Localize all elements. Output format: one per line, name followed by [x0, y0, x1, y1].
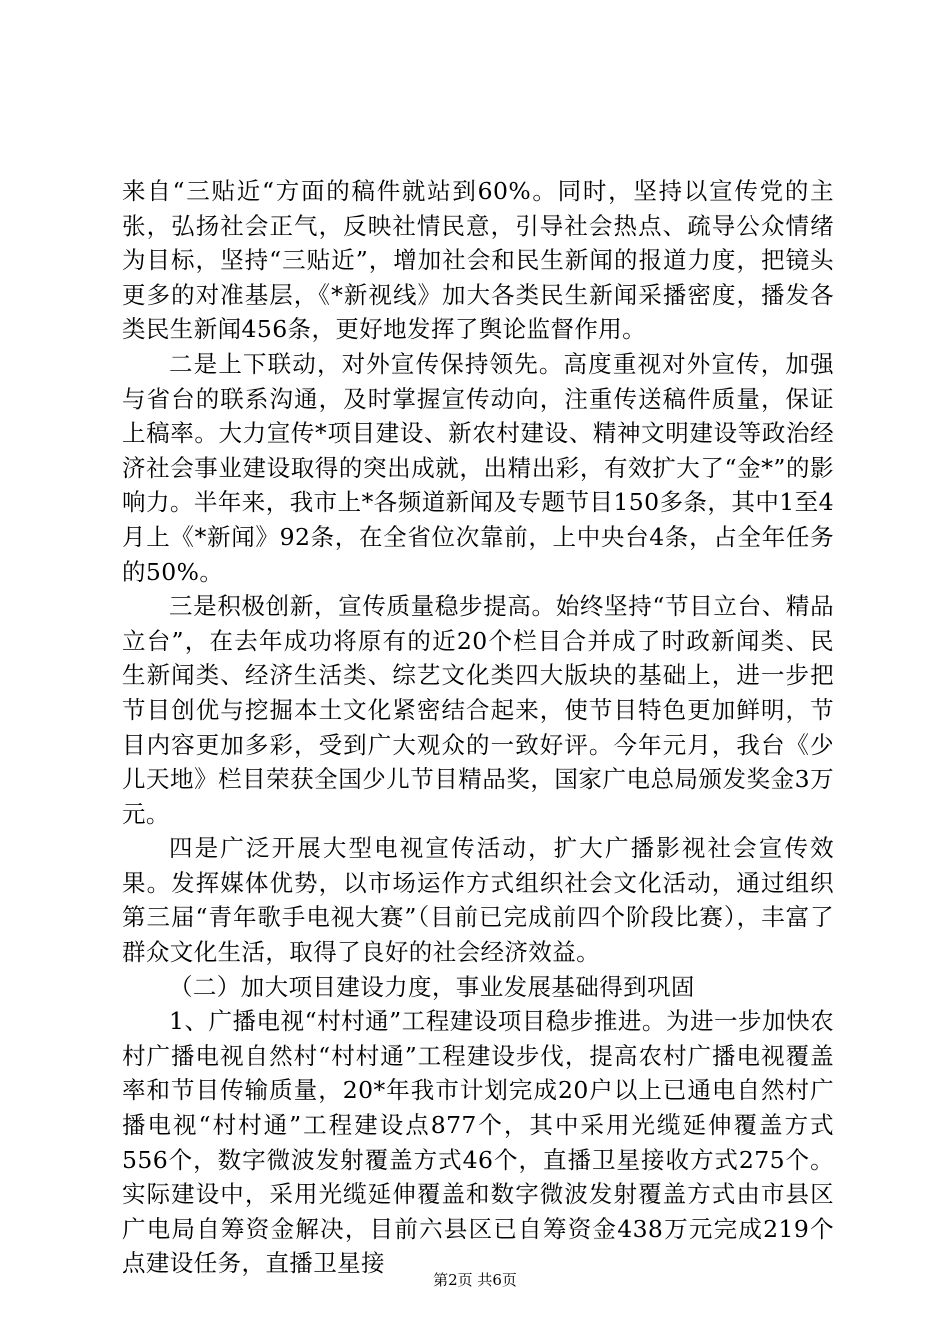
- paragraph-continuation: 来自“三贴近“方面的稿件就站到60%。同时，坚持以宣传党的主张，弘扬社会正气，反映社情民意，引导社会热点、疏导公众情绪为目标，坚持“三贴近”，增加社会和民生新闻的报道力度，把镜头更多的对准基层，《*新视线》加大各类民生新闻采播密度，播发各类民生新闻456条，更好地发挥了舆论监督作用。: [122, 177, 834, 344]
- document-body: [122, 174, 834, 1281]
- paragraph-external-publicity: 二是上下联动，对外宣传保持领先。高度重视对外宣传，加强与省台的联系沟通，及时掌握宣传动向，注重传送稿件质量，保证上稿率。大力宣传*项目建设、新农村建设、精神文明建设等政治经济社会事业建设取得的突出成就，出精出彩，有效扩大了“金*”的影响力。半年来，我市上*各频道新闻及专题节目150多条，其中1至4月上《*新闻》92条，在全省位次靠前，上中央台4条，占全年任务的50%。: [122, 349, 834, 586]
- page-footer: 第2页 共6页: [433, 1271, 517, 1289]
- paragraph-village-project: 1、广播电视“村村通”工程建设项目稳步推进。为进一步加快农村广播电视自然村“村村通”工程建设步伐，提高农村广播电视覆盖率和节目传输质量，20*年我市计划完成20户以上已通电自然村广播电视“村村通”工程建设点877个，其中采用光缆延伸覆盖方式556个，数字微波发射覆盖方式46个，直播卫星接收方式275个。实际建设中，采用光缆延伸覆盖和数字微波发射覆盖方式由市县区广电局自筹资金解决，目前六县区已自筹资金438万元完成219个点建设任务，直播卫星接: [122, 1007, 834, 1278]
- paragraph-innovation: 三是积极创新，宣传质量稳步提高。始终坚持“节目立台、精品立台”，在去年成功将原有的近20个栏目合并成了时政新闻类、民生新闻类、经济生活类、综艺文化类四大版块的基础上，进一步把节目创优与挖掘本土文化紧密结合起来，使节目特色更加鲜明，节目内容更加多彩，受到广大观众的一致好评。今年元月，我台《少儿天地》栏目荣获全国少儿节目精品奖，国家广电总局颁发奖金3万元。: [122, 592, 834, 828]
- paragraph-tv-activities: 四是广泛开展大型电视宣传活动，扩大广播影视社会宣传效果。发挥媒体优势，以市场运作方式组织社会文化活动，通过组织第三届“青年歌手电视大赛”（目前已完成前四个阶段比赛），丰富了群众文化生活，取得了良好的社会经济效益。: [122, 834, 834, 967]
- section-heading: （二）加大项目建设力度，事业发展基础得到巩固: [169, 972, 695, 1001]
